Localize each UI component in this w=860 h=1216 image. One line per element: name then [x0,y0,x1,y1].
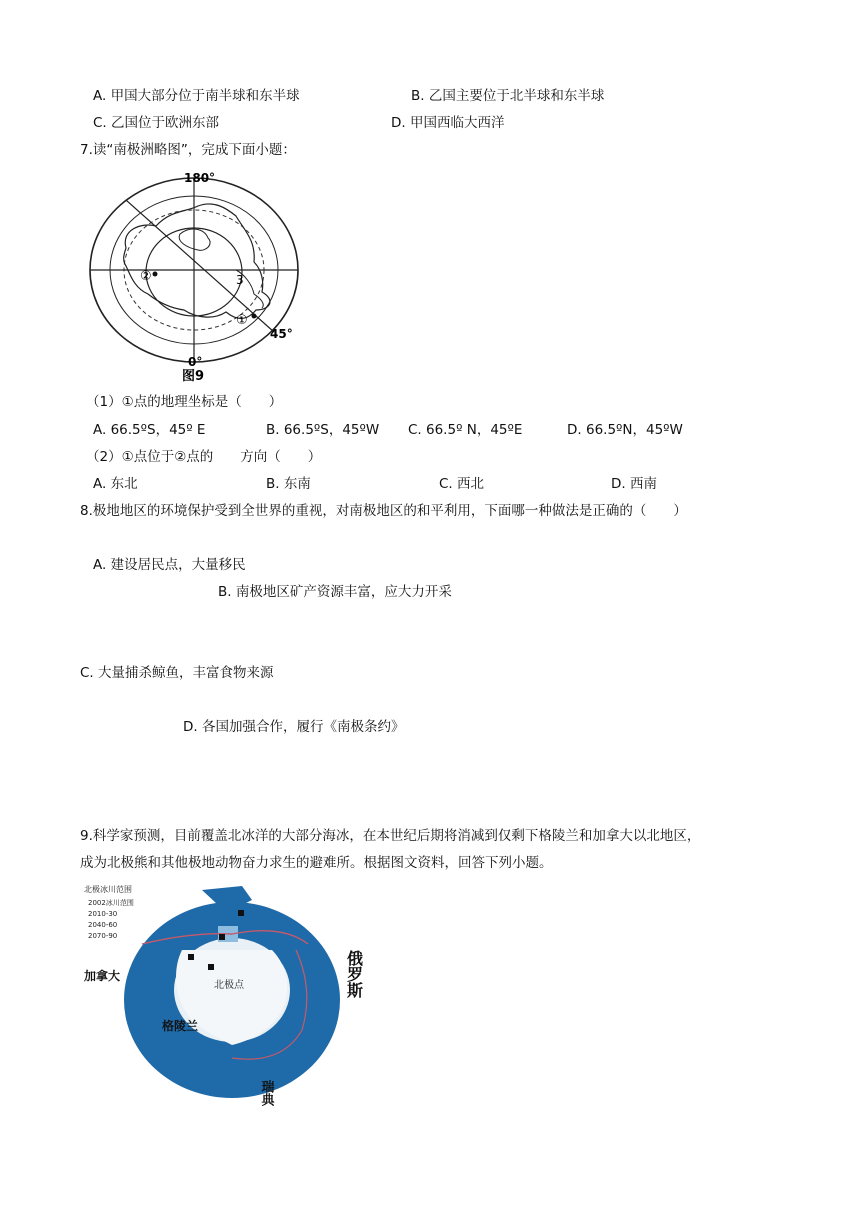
q7-sub1-option-c: C. 66.5º N，45ºE [408,422,523,438]
q6-option-a: A. 甲国大部分位于南半球和东半球 [93,88,300,104]
label-canada: 加拿大 [84,969,121,983]
q7-sub1-option-b: B. 66.5ºS，45ºW [266,422,380,438]
q6-option-b: B. 乙国主要位于北半球和东半球 [411,88,605,104]
q6-option-d: D. 甲国西临大西洋 [391,115,505,131]
q9-stem-line2: 成为北极熊和其他极地动物奋力求生的避难所。根据图文资料，回答下列小题。 [80,855,553,871]
q7-sub2-stem: （2）①点位于②点的 方向（ ） [86,449,322,465]
q8-option-b: B. 南极地区矿产资源丰富，应大力开采 [218,584,452,600]
q8-option-a: A. 建设居民点，大量移民 [93,557,246,573]
point-1-marker [252,314,257,319]
q9-stem-line1: 9.科学家预测，目前覆盖北冰洋的大部分海冰，在本世纪后期将消减到仅剩下格陵兰和加拿大以北地区， [80,828,701,844]
label-russia: 俄罗斯 [344,950,364,998]
legend-item-2040-60: 2040-60 [88,921,118,929]
q6-option-c: C. 乙国位于欧洲东部 [93,115,220,131]
point-2-marker [153,272,158,277]
q8-option-d: D. 各国加强合作，履行《南极条约》 [183,719,405,735]
label-0: 0° [188,355,203,369]
legend-item-2010-30: 2010-30 [88,910,118,918]
arctic-ice-map [82,880,372,1118]
q7-sub2-option-d: D. 西南 [611,476,657,492]
label-45: 45° [270,327,293,341]
antarctica-sketch-map [86,170,306,385]
label-greenland: 格陵兰 [162,1019,199,1033]
q8-stem: 8.极地地区的环境保护受到全世界的重视，对南极地区的和平利用，下面哪一种做法是正确的（ ） [80,503,687,519]
q7-sub1-option-d: D. 66.5ºN，45ºW [567,422,683,438]
figure-caption: 图9 [182,369,205,384]
label-sweden: 瑞典 [258,1080,274,1106]
q7-sub2-option-b: B. 东南 [266,476,311,492]
legend-title: 北极冰川范围 [84,885,132,894]
q7-sub2-option-a: A. 东北 [93,476,138,492]
label-north-pole: 北极点 [214,980,244,991]
point-2-label: ② [140,269,152,284]
point-1-label: ① [236,313,248,328]
legend-item-2002: 2002冰川范围 [88,899,134,907]
q7-sub1-option-a: A. 66.5ºS，45º E [93,422,206,438]
label-180: 180° [184,171,216,185]
q7-sub1-stem: （1）①点的地理坐标是（ ） [86,394,283,410]
legend-item-2070-90: 2070-90 [88,932,118,940]
q7-sub2-option-c: C. 西北 [439,476,485,492]
point-3-label: 3 [236,273,244,287]
q8-option-c: C. 大量捕杀鲸鱼，丰富食物来源 [80,665,274,681]
q7-stem: 7.读“南极洲略图”，完成下面小题： [80,142,296,158]
